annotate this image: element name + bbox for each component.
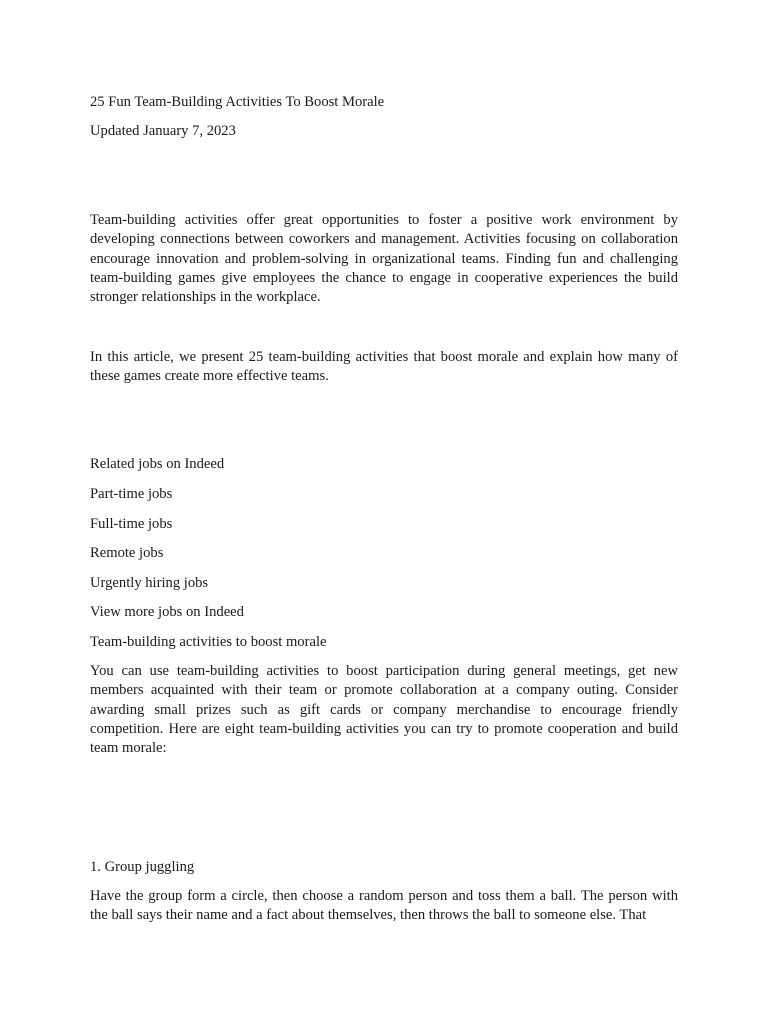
activity-paragraph-group-juggling: Have the group form a circle, then choose a random person and toss them a ball. The person with the ball says their name and a fact about themselves, then throws the ball to someone else. That <box>90 888 678 924</box>
related-jobs-link-urgently-hiring[interactable]: Urgently hiring jobs <box>90 575 209 591</box>
article-summary-paragraph: In this article, we present 25 team-building activities that boost morale and explain how many of these games create more effective teams. <box>90 349 678 385</box>
related-jobs-link-view-more[interactable]: View more jobs on Indeed <box>90 604 244 620</box>
article-title: 25 Fun Team-Building Activities To Boost Morale <box>90 94 385 110</box>
intro-paragraph: Team-building activities offer great opportunities to foster a positive work environment by developing connections between coworkers and management. Activities focusing on collaboration encourage innovation and problem-solving in organizational teams. Finding fun and challenging team-building games give employees the chance to engage in cooperative experiences the build stronger relationships in the workplace. <box>90 212 678 306</box>
related-jobs-link-part-time[interactable]: Part-time jobs <box>90 486 173 502</box>
related-jobs-link-full-time[interactable]: Full-time jobs <box>90 516 173 532</box>
section-paragraph: You can use team-building activities to boost participation during general meetings, get new members acquainted with their team or promote collaboration at a company outing. Consider awarding small prizes such as gift cards or company merchandise to encourage friendly competition. Here are eight team-building activities you can try to promote cooperation and build team morale: <box>90 663 678 757</box>
related-jobs-link-remote[interactable]: Remote jobs <box>90 545 164 561</box>
activity-heading-group-juggling: 1. Group juggling <box>90 859 195 875</box>
related-jobs-heading: Related jobs on Indeed <box>90 456 225 472</box>
section-heading: Team-building activities to boost morale <box>90 634 327 650</box>
updated-date: Updated January 7, 2023 <box>90 123 236 139</box>
